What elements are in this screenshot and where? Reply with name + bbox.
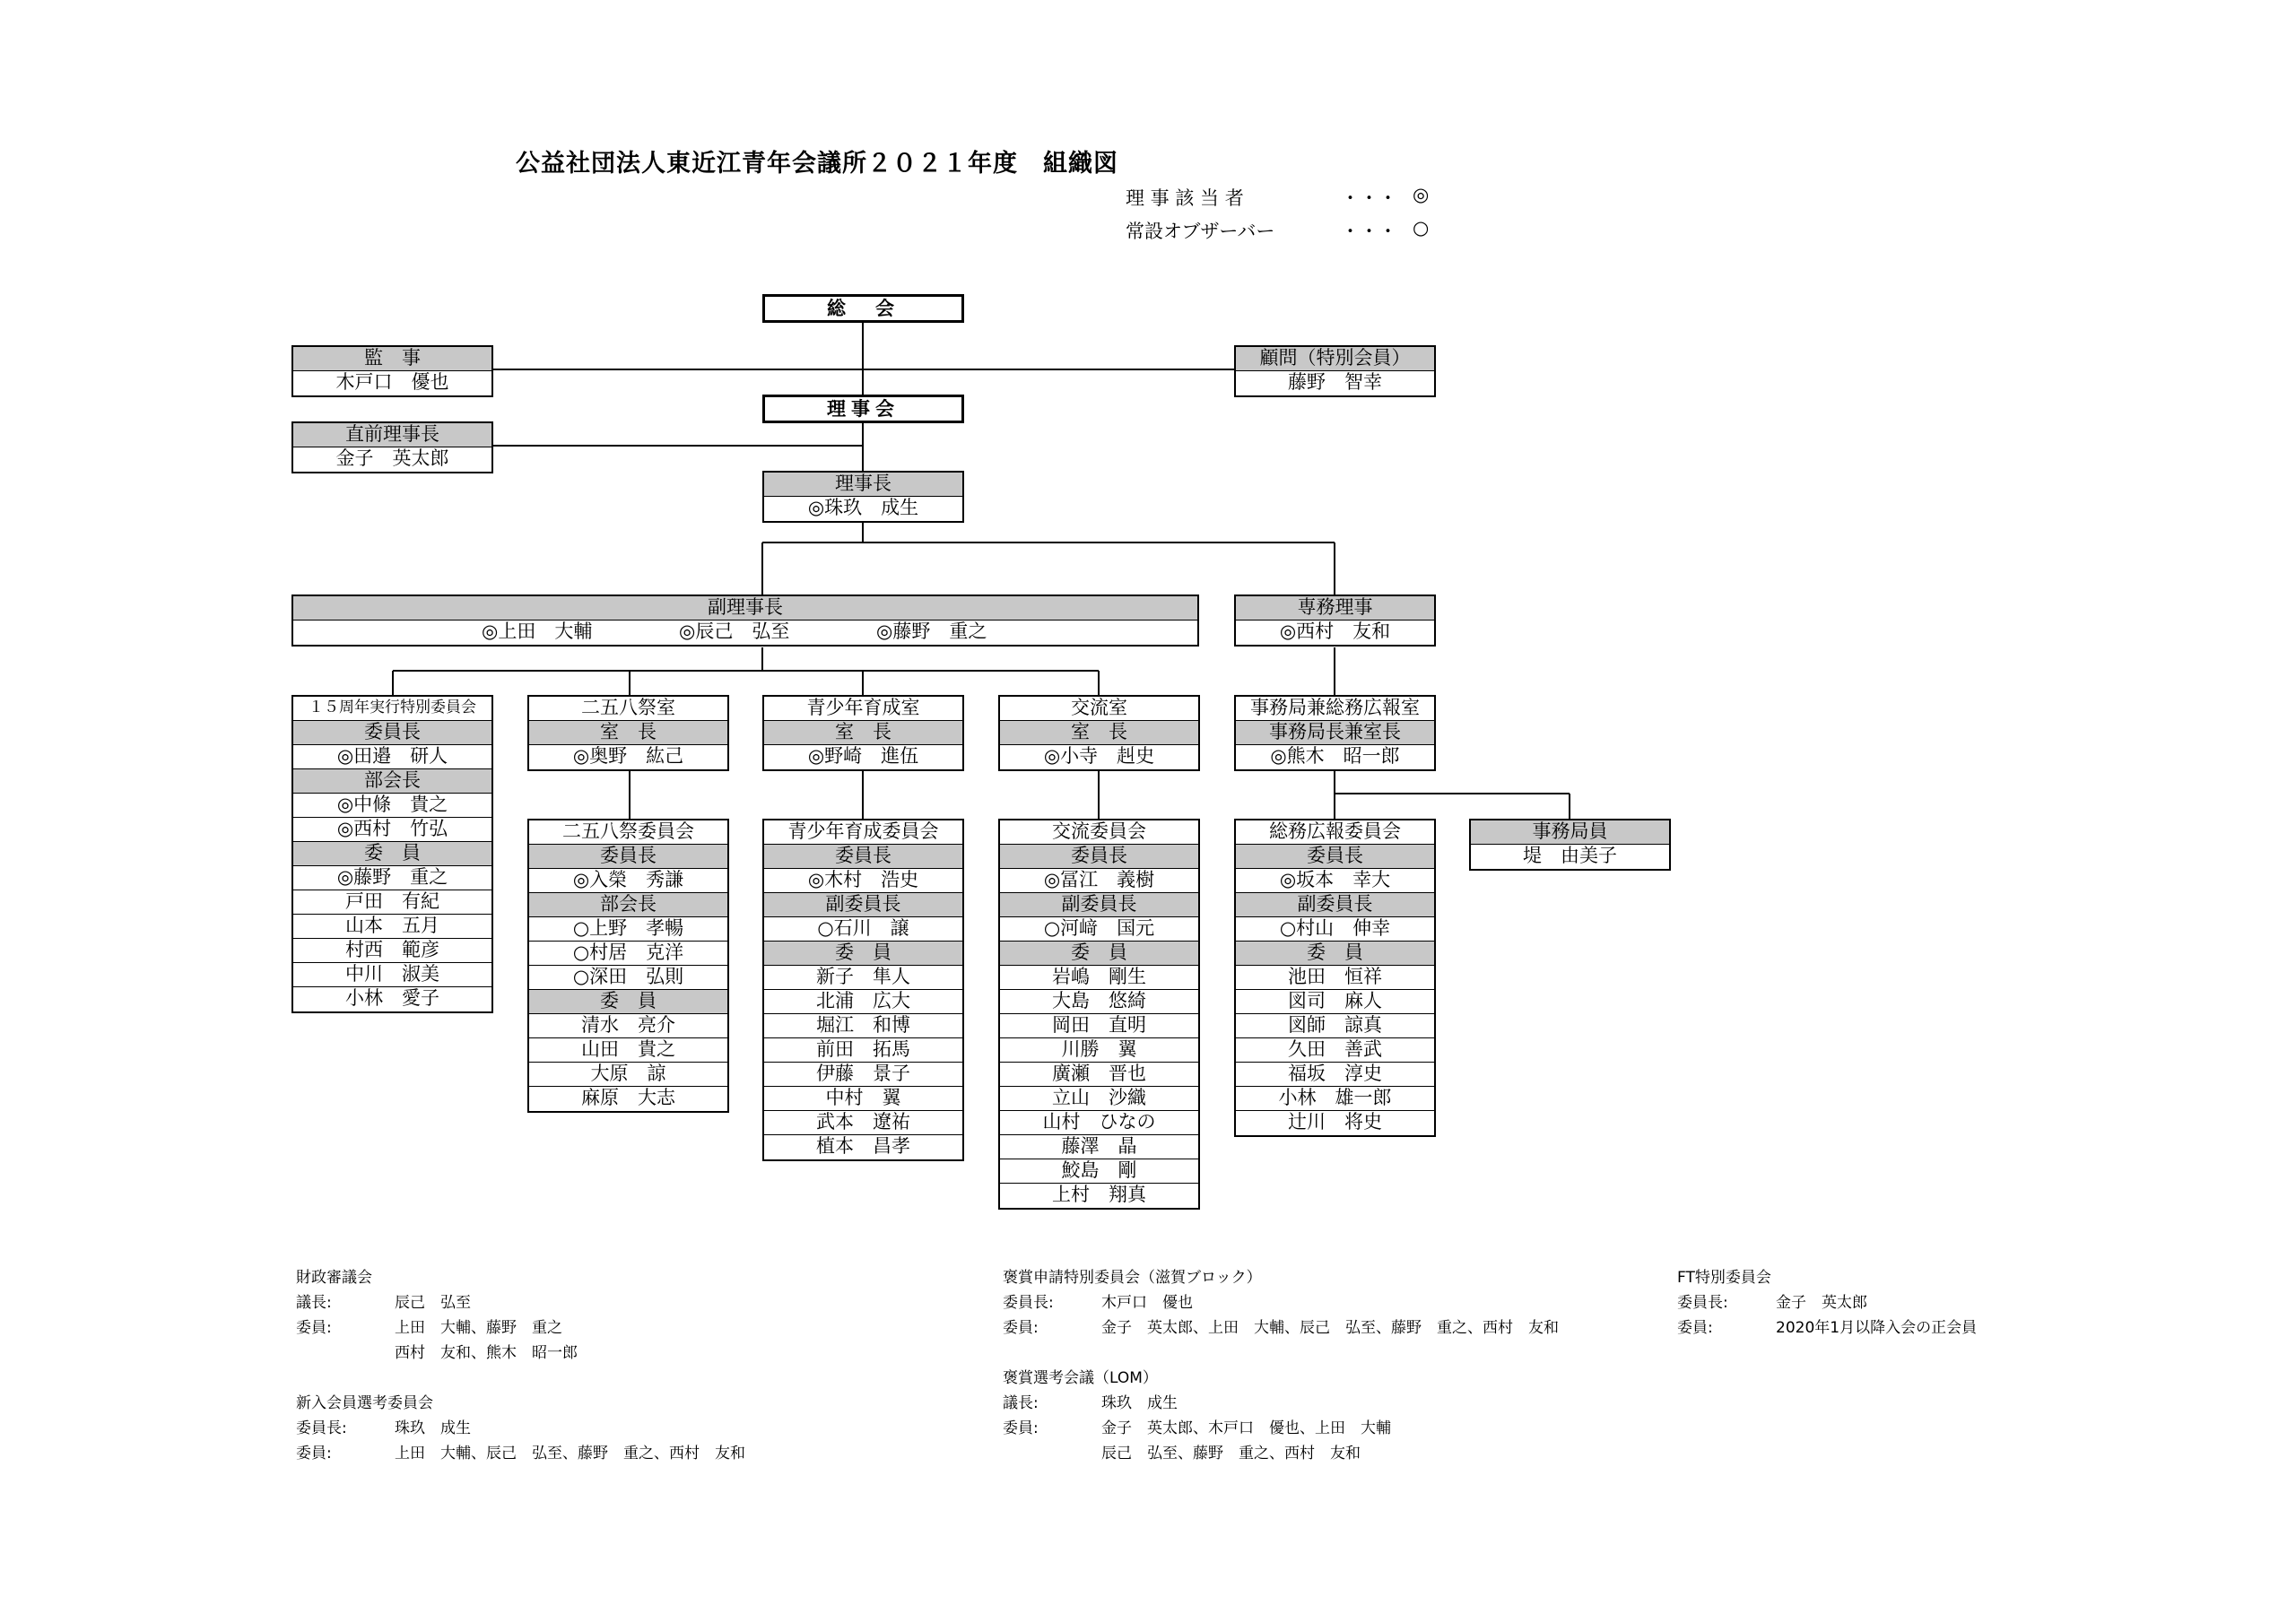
note-line-label: 議長: (1003, 1394, 1039, 1412)
member-row: 藤澤 晶 (1000, 1135, 1198, 1159)
note-line-value: 2020年1月以降入会の正会員 (1776, 1319, 1978, 1337)
note-line (1003, 1315, 1559, 1340)
member-row: 総務広報委員会 (1236, 820, 1434, 845)
role-header: 室 長 (1000, 721, 1198, 745)
soukai-box (762, 294, 964, 323)
note-line-label: 委員: (1003, 1419, 1039, 1437)
note-ft (1677, 1264, 1977, 1340)
member-row: 二五八祭委員会 (529, 820, 727, 845)
col3-committee-box (762, 819, 964, 1161)
member-row: 福坂 淳史 (1236, 1063, 1434, 1087)
note-line-label: 委員長: (1003, 1294, 1054, 1312)
member-row: 久田 善武 (1236, 1038, 1434, 1063)
member-row: 山田 貴之 (529, 1038, 727, 1063)
chokuzen-name: 金子 英太郎 (293, 447, 491, 472)
note-line-value: 上田 大輔、藤野 重之 (395, 1319, 562, 1337)
note-line-value: 木戸口 優也 (1101, 1294, 1193, 1312)
fuku-box (291, 595, 1199, 647)
note-line-label: 議長: (296, 1294, 332, 1312)
note-line (1003, 1440, 1391, 1465)
role-header: 室 長 (764, 721, 962, 745)
note-line-label: 委員: (296, 1445, 332, 1462)
komon-name: 藤野 智幸 (1236, 371, 1434, 395)
kanji-name: 木戸口 優也 (293, 371, 491, 395)
member-row: ◎奥野 紘己 (529, 745, 727, 769)
legend-label: 理 事 該 当 者 (1126, 187, 1244, 209)
member-row: 前田 拓馬 (764, 1038, 962, 1063)
role-header: 室 長 (529, 721, 727, 745)
member-row: ○深田 弘則 (529, 966, 727, 990)
note-line (296, 1440, 745, 1465)
rijicho-box (762, 471, 964, 523)
fuku-name-2: ◎辰己 弘至 (679, 621, 790, 642)
fuku-name-3: ◎藤野 重之 (876, 621, 987, 642)
member-row: ◎野崎 進伍 (764, 745, 962, 769)
member-row: ◎坂本 幸大 (1236, 869, 1434, 893)
member-row: ○上野 孝暢 (529, 917, 727, 942)
role-header: 委 員 (1236, 942, 1434, 966)
member-row: 麻原 大志 (529, 1087, 727, 1111)
member-row: 辻川 将史 (1236, 1111, 1434, 1135)
note-line (1003, 1390, 1391, 1415)
member-row: 北浦 広大 (764, 990, 962, 1014)
note-heading: 褒賞選考会議（LOM） (1003, 1369, 1158, 1387)
member-row: 岩嶋 剛生 (1000, 966, 1198, 990)
member-row: 大島 悠綺 (1000, 990, 1198, 1014)
rijicho-name: ◎珠玖 成生 (764, 497, 962, 521)
member-row: 青少年育成委員会 (764, 820, 962, 845)
member-row: 交流室 (1000, 697, 1198, 721)
note-line-value: 辰己 弘至、藤野 重之、西村 友和 (1101, 1445, 1361, 1462)
member-row: 新子 隼人 (764, 966, 962, 990)
member-row: 大原 諒 (529, 1063, 727, 1087)
rijikai-label: 理事会 (827, 398, 900, 420)
note-heading: 新入会員選考委員会 (296, 1394, 433, 1412)
role-header: 委員長 (529, 845, 727, 869)
note-line-value: 西村 友和、熊木 昭一郎 (395, 1344, 578, 1362)
member-row: 図師 諒真 (1236, 1014, 1434, 1038)
col2-committee-box (527, 819, 729, 1113)
note-zaisei (296, 1264, 578, 1365)
senmu-name: ◎西村 友和 (1236, 621, 1434, 645)
member-row: 山村 ひなの (1000, 1111, 1198, 1135)
role-header: 事務局長兼室長 (1236, 721, 1434, 745)
member-row: 中村 翼 (764, 1087, 962, 1111)
soukai-label: 総 会 (827, 298, 900, 319)
note-line-value: 辰己 弘至 (395, 1294, 471, 1312)
member-row: 立山 沙織 (1000, 1087, 1198, 1111)
chokuzen-box (291, 421, 493, 473)
chart-title: 公益社団法人東近江青年会議所２０２１年度 組織図 (516, 150, 1118, 178)
legend-label: 常設オブザーバー (1126, 221, 1275, 242)
member-row: 伊藤 景子 (764, 1063, 962, 1087)
member-row: ○村居 克洋 (529, 942, 727, 966)
note-line-value: 上田 大輔、辰己 弘至、藤野 重之、西村 友和 (395, 1445, 745, 1462)
member-row: 事務局兼総務広報室 (1236, 697, 1434, 721)
note-line (296, 1315, 578, 1340)
role-header: 委 員 (293, 842, 491, 866)
note-hosho-shinsei (1003, 1264, 1559, 1340)
senmu-title: 専務理事 (1236, 596, 1434, 621)
col3-office-box (762, 695, 964, 771)
note-line (296, 1340, 578, 1365)
fuku-names (293, 621, 1197, 645)
role-header: 副委員長 (1236, 893, 1434, 917)
member-row: 清水 亮介 (529, 1014, 727, 1038)
note-line-label: 委員長: (296, 1419, 347, 1437)
chokuzen-title: 直前理事長 (293, 423, 491, 447)
member-row: 山本 五月 (293, 915, 491, 939)
member-row: 鮫島 剛 (1000, 1159, 1198, 1184)
note-line (1677, 1315, 1977, 1340)
note-line (1003, 1289, 1559, 1315)
member-row: 中川 淑美 (293, 963, 491, 987)
role-header: 委 員 (764, 942, 962, 966)
member-row: 青少年育成室 (764, 697, 962, 721)
member-row: 交流委員会 (1000, 820, 1198, 845)
col6-jimukyoku-box (1469, 819, 1671, 871)
col5-office-box (1234, 695, 1436, 771)
legend-mark: ◎ (1413, 184, 1430, 205)
member-row: ○河﨑 国元 (1000, 917, 1198, 942)
role-header: 委員長 (764, 845, 962, 869)
rijicho-title: 理事長 (764, 473, 962, 497)
member-row: 植本 昌孝 (764, 1135, 962, 1159)
member-row: ◎冨江 義樹 (1000, 869, 1198, 893)
member-row: 戸田 有紀 (293, 890, 491, 915)
legend-mark: ○ (1413, 217, 1430, 239)
member-row: 村西 範彦 (293, 939, 491, 963)
member-row: 池田 恒祥 (1236, 966, 1434, 990)
col4-committee-box (998, 819, 1200, 1210)
rijikai-box (762, 395, 964, 423)
col1-special-committee-box (291, 695, 493, 1013)
kanji-box (291, 345, 493, 397)
note-heading: 財政審議会 (296, 1269, 372, 1287)
member-row: ◎藤野 重之 (293, 866, 491, 890)
member-row: 廣瀬 晋也 (1000, 1063, 1198, 1087)
note-line-label: 委員: (1003, 1319, 1039, 1337)
note-heading: 褒賞申請特別委員会（滋賀ブロック） (1003, 1269, 1262, 1287)
note-line-value: 金子 英太郎、上田 大輔、辰己 弘至、藤野 重之、西村 友和 (1101, 1319, 1559, 1337)
member-row: ◎西村 竹弘 (293, 818, 491, 842)
note-shinnyu (296, 1390, 745, 1465)
note-hosho-senko (1003, 1365, 1391, 1465)
legend-dots: ・・・ (1341, 187, 1397, 209)
member-row: ○村山 伸幸 (1236, 917, 1434, 942)
member-row: ○石川 譲 (764, 917, 962, 942)
fuku-title: 副理事長 (293, 596, 1197, 621)
role-header: 副委員長 (1000, 893, 1198, 917)
senmu-box (1234, 595, 1436, 647)
note-line (296, 1415, 745, 1440)
member-row: ◎田邉 研人 (293, 745, 491, 769)
member-row: ◎入榮 秀謙 (529, 869, 727, 893)
note-line-label: 委員: (1677, 1319, 1713, 1337)
komon-title: 顧問（特別会員） (1236, 347, 1434, 371)
note-line-label: 委員: (296, 1319, 332, 1337)
member-row: 岡田 直明 (1000, 1014, 1198, 1038)
role-header: 部会長 (529, 893, 727, 917)
role-header: 委員長 (1236, 845, 1434, 869)
member-row: 堀江 和博 (764, 1014, 962, 1038)
member-row: ◎中條 貴之 (293, 794, 491, 818)
note-line (296, 1289, 578, 1315)
col4-office-box (998, 695, 1200, 771)
role-header: 事務局員 (1471, 820, 1669, 845)
member-row: 川勝 翼 (1000, 1038, 1198, 1063)
role-header: 副委員長 (764, 893, 962, 917)
member-row: ◎熊木 昭一郎 (1236, 745, 1434, 769)
note-line-value: 珠玖 成生 (1101, 1394, 1178, 1412)
note-line-value: 金子 英太郎、木戸口 優也、上田 大輔 (1101, 1419, 1391, 1437)
note-line (1677, 1289, 1977, 1315)
role-header: 部会長 (293, 769, 491, 794)
member-row: 二五八祭室 (529, 697, 727, 721)
legend-dots: ・・・ (1341, 221, 1397, 242)
role-header: 委員長 (1000, 845, 1198, 869)
member-row: 上村 翔真 (1000, 1184, 1198, 1208)
member-row: ◎木村 浩史 (764, 869, 962, 893)
member-row: 小林 愛子 (293, 987, 491, 1011)
role-header: 委員長 (293, 721, 491, 745)
komon-box (1234, 345, 1436, 397)
role-header: 委 員 (529, 990, 727, 1014)
member-row: 図司 麻人 (1236, 990, 1434, 1014)
member-row: １５周年実行特別委員会 (293, 697, 491, 721)
note-line-value: 珠玖 成生 (395, 1419, 471, 1437)
kanji-title: 監 事 (293, 347, 491, 371)
col5-committee-box (1234, 819, 1436, 1137)
note-line (1003, 1415, 1391, 1440)
note-line-label: 委員長: (1677, 1294, 1728, 1312)
note-heading: FT特別委員会 (1677, 1269, 1771, 1287)
role-header: 委 員 (1000, 942, 1198, 966)
member-row: ◎小寺 赳史 (1000, 745, 1198, 769)
fuku-name-1: ◎上田 大輔 (482, 621, 593, 642)
col2-office-box (527, 695, 729, 771)
note-line-value: 金子 英太郎 (1776, 1294, 1867, 1312)
member-row: 武本 遼祐 (764, 1111, 962, 1135)
member-row: 堤 由美子 (1471, 845, 1669, 869)
member-row: 小林 雄一郎 (1236, 1087, 1434, 1111)
